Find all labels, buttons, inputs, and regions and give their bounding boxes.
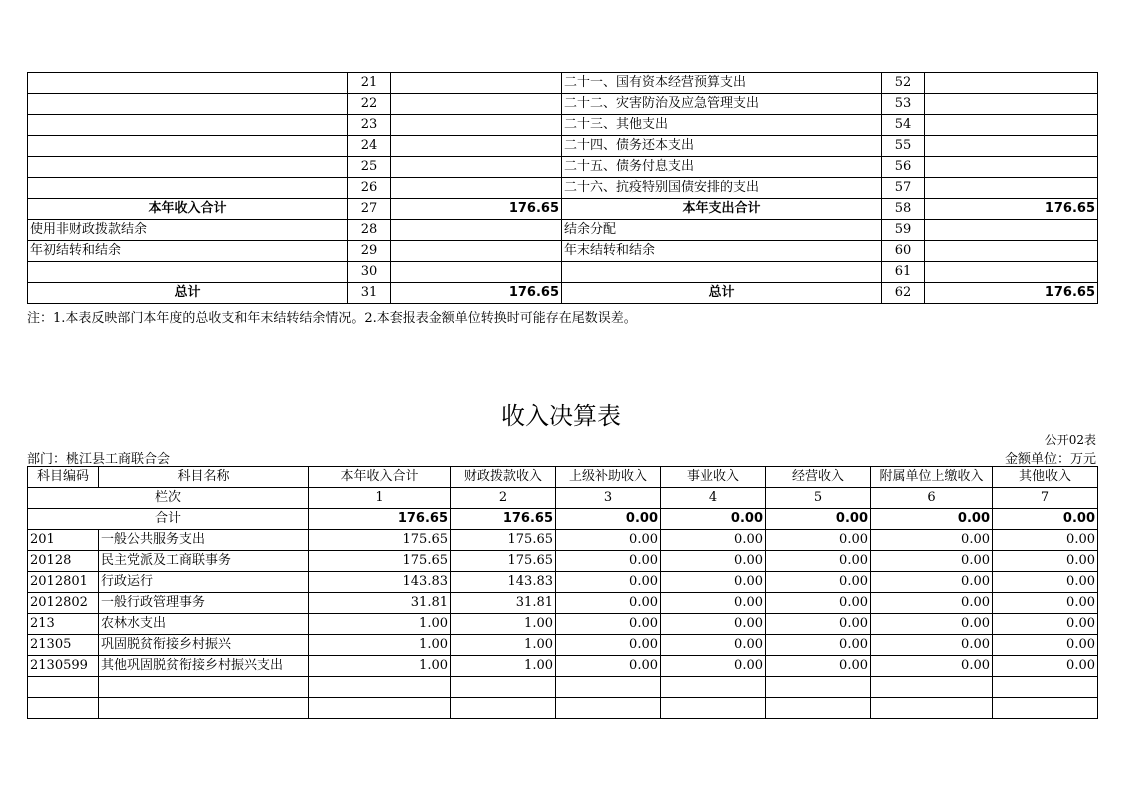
subject-code: 2130599 bbox=[28, 656, 99, 677]
expense-item-value bbox=[925, 94, 1098, 115]
table-note: 注：1.本表反映部门本年度的总收支和年末结转结余情况。2.本套报表金额单位转换时可能存在尾数误差。 bbox=[27, 311, 637, 326]
column-header: 上级补助收入 bbox=[556, 467, 661, 488]
subject-code: 2012802 bbox=[28, 593, 99, 614]
header-row bbox=[28, 467, 1098, 488]
subject-code: 21305 bbox=[28, 635, 99, 656]
expense-row-number: 53 bbox=[882, 94, 925, 115]
expense-item-value bbox=[925, 262, 1098, 283]
amount-cell: 0.00 bbox=[556, 572, 661, 593]
income-item-value bbox=[391, 262, 562, 283]
expense-item-value bbox=[925, 73, 1098, 94]
subject-name: 民主党派及工商联事务 bbox=[99, 551, 309, 572]
table-row bbox=[28, 241, 1098, 262]
empty-row bbox=[28, 677, 1098, 698]
expense-item-value bbox=[925, 220, 1098, 241]
expense-row-number: 54 bbox=[882, 115, 925, 136]
amount-cell: 0.00 bbox=[993, 614, 1098, 635]
income-item-value bbox=[391, 136, 562, 157]
expense-item-value bbox=[925, 178, 1098, 199]
expense-item-value: 176.65 bbox=[925, 283, 1098, 304]
amount-cell: 0.00 bbox=[993, 656, 1098, 677]
table-row bbox=[28, 178, 1098, 199]
amount-cell: 0.00 bbox=[871, 593, 993, 614]
column-header: 其他收入 bbox=[993, 467, 1098, 488]
subject-code: 201 bbox=[28, 530, 99, 551]
amount-cell: 175.65 bbox=[309, 530, 451, 551]
expense-row-number: 59 bbox=[882, 220, 925, 241]
empty-cell bbox=[766, 698, 871, 719]
income-item-label: 本年收入合计 bbox=[28, 199, 348, 220]
subject-name: 一般公共服务支出 bbox=[99, 530, 309, 551]
summary-table bbox=[27, 72, 1098, 304]
expense-item-label: 结余分配 bbox=[562, 220, 882, 241]
amount-cell: 31.81 bbox=[451, 593, 556, 614]
amount-cell: 175.65 bbox=[451, 530, 556, 551]
income-item-label: 总计 bbox=[28, 283, 348, 304]
empty-cell bbox=[451, 698, 556, 719]
amount-cell: 1.00 bbox=[451, 614, 556, 635]
column-header: 事业收入 bbox=[661, 467, 766, 488]
empty-cell bbox=[556, 677, 661, 698]
total-value: 0.00 bbox=[766, 509, 871, 530]
amount-unit-label: 金额单位：万元 bbox=[1004, 452, 1096, 467]
total-value: 176.65 bbox=[309, 509, 451, 530]
amount-cell: 0.00 bbox=[871, 656, 993, 677]
expense-item-value bbox=[925, 136, 1098, 157]
income-item-value: 176.65 bbox=[391, 199, 562, 220]
expense-item-label: 二十四、债务还本支出 bbox=[562, 136, 882, 157]
expense-item-label: 总计 bbox=[562, 283, 882, 304]
amount-cell: 0.00 bbox=[871, 551, 993, 572]
income-row-number: 22 bbox=[348, 94, 391, 115]
amount-cell: 0.00 bbox=[766, 551, 871, 572]
amount-cell: 0.00 bbox=[766, 614, 871, 635]
total-value: 0.00 bbox=[871, 509, 993, 530]
income-item-label bbox=[28, 115, 348, 136]
amount-cell: 0.00 bbox=[993, 572, 1098, 593]
table-row bbox=[28, 157, 1098, 178]
amount-cell: 0.00 bbox=[766, 656, 871, 677]
amount-cell: 0.00 bbox=[661, 593, 766, 614]
income-row-number: 21 bbox=[348, 73, 391, 94]
expense-item-label bbox=[562, 262, 882, 283]
amount-cell: 0.00 bbox=[871, 530, 993, 551]
column-number: 6 bbox=[871, 488, 993, 509]
amount-cell: 0.00 bbox=[766, 572, 871, 593]
amount-cell: 0.00 bbox=[556, 635, 661, 656]
income-item-value bbox=[391, 241, 562, 262]
amount-cell: 0.00 bbox=[993, 551, 1098, 572]
table-row bbox=[28, 572, 1098, 593]
amount-cell: 0.00 bbox=[661, 572, 766, 593]
column-header: 科目名称 bbox=[99, 467, 309, 488]
table-row bbox=[28, 283, 1098, 304]
amount-cell: 0.00 bbox=[661, 530, 766, 551]
income-item-value bbox=[391, 157, 562, 178]
expense-item-label: 二十二、灾害防治及应急管理支出 bbox=[562, 94, 882, 115]
empty-cell bbox=[993, 677, 1098, 698]
table-row bbox=[28, 136, 1098, 157]
amount-cell: 143.83 bbox=[309, 572, 451, 593]
amount-cell: 175.65 bbox=[451, 551, 556, 572]
amount-cell: 0.00 bbox=[556, 530, 661, 551]
income-table bbox=[27, 466, 1098, 719]
expense-item-label: 二十五、债务付息支出 bbox=[562, 157, 882, 178]
subject-name: 巩固脱贫衔接乡村振兴 bbox=[99, 635, 309, 656]
expense-item-value bbox=[925, 241, 1098, 262]
amount-cell: 175.65 bbox=[309, 551, 451, 572]
empty-cell bbox=[99, 698, 309, 719]
column-header: 财政拨款收入 bbox=[451, 467, 556, 488]
expense-item-value: 176.65 bbox=[925, 199, 1098, 220]
income-item-label bbox=[28, 73, 348, 94]
subject-code: 213 bbox=[28, 614, 99, 635]
expense-item-value bbox=[925, 157, 1098, 178]
expense-item-label: 二十三、其他支出 bbox=[562, 115, 882, 136]
income-item-label bbox=[28, 262, 348, 283]
expense-row-number: 61 bbox=[882, 262, 925, 283]
income-item-value: 176.65 bbox=[391, 283, 562, 304]
table-row bbox=[28, 530, 1098, 551]
empty-cell bbox=[309, 677, 451, 698]
amount-cell: 143.83 bbox=[451, 572, 556, 593]
expense-item-value bbox=[925, 115, 1098, 136]
income-row-number: 26 bbox=[348, 178, 391, 199]
total-value: 176.65 bbox=[451, 509, 556, 530]
column-number: 2 bbox=[451, 488, 556, 509]
empty-cell bbox=[993, 698, 1098, 719]
empty-cell bbox=[556, 698, 661, 719]
empty-cell bbox=[871, 677, 993, 698]
table-row bbox=[28, 593, 1098, 614]
total-value: 0.00 bbox=[993, 509, 1098, 530]
amount-cell: 31.81 bbox=[309, 593, 451, 614]
amount-cell: 0.00 bbox=[993, 635, 1098, 656]
table-row bbox=[28, 220, 1098, 241]
column-number-label: 栏次 bbox=[28, 488, 309, 509]
amount-cell: 0.00 bbox=[661, 635, 766, 656]
column-number: 3 bbox=[556, 488, 661, 509]
income-item-label: 年初结转和结余 bbox=[28, 241, 348, 262]
total-value: 0.00 bbox=[556, 509, 661, 530]
total-label: 合计 bbox=[28, 509, 309, 530]
empty-cell bbox=[451, 677, 556, 698]
expense-row-number: 52 bbox=[882, 73, 925, 94]
empty-cell bbox=[661, 677, 766, 698]
empty-cell bbox=[871, 698, 993, 719]
income-row-number: 30 bbox=[348, 262, 391, 283]
column-number: 1 bbox=[309, 488, 451, 509]
income-item-value bbox=[391, 178, 562, 199]
column-number: 7 bbox=[993, 488, 1098, 509]
empty-cell bbox=[766, 677, 871, 698]
amount-cell: 0.00 bbox=[661, 614, 766, 635]
total-row bbox=[28, 509, 1098, 530]
empty-cell bbox=[28, 698, 99, 719]
income-row-number: 28 bbox=[348, 220, 391, 241]
amount-cell: 0.00 bbox=[766, 635, 871, 656]
expense-item-label: 二十六、抗疫特别国债安排的支出 bbox=[562, 178, 882, 199]
table-row bbox=[28, 656, 1098, 677]
column-header: 经营收入 bbox=[766, 467, 871, 488]
department-label: 部门：桃江县工商联合会 bbox=[27, 452, 171, 467]
subject-name: 一般行政管理事务 bbox=[99, 593, 309, 614]
expense-row-number: 55 bbox=[882, 136, 925, 157]
amount-cell: 0.00 bbox=[871, 572, 993, 593]
amount-cell: 1.00 bbox=[451, 656, 556, 677]
table-row bbox=[28, 199, 1098, 220]
empty-cell bbox=[309, 698, 451, 719]
table-row bbox=[28, 115, 1098, 136]
income-item-value bbox=[391, 73, 562, 94]
table-row bbox=[28, 262, 1098, 283]
amount-cell: 0.00 bbox=[556, 551, 661, 572]
amount-cell: 0.00 bbox=[766, 593, 871, 614]
amount-cell: 1.00 bbox=[309, 656, 451, 677]
subject-code: 2012801 bbox=[28, 572, 99, 593]
empty-cell bbox=[99, 677, 309, 698]
expense-item-label: 年末结转和结余 bbox=[562, 241, 882, 262]
amount-cell: 1.00 bbox=[451, 635, 556, 656]
amount-cell: 0.00 bbox=[871, 635, 993, 656]
income-item-label bbox=[28, 157, 348, 178]
amount-cell: 1.00 bbox=[309, 635, 451, 656]
income-row-number: 23 bbox=[348, 115, 391, 136]
table-row bbox=[28, 551, 1098, 572]
column-number: 4 bbox=[661, 488, 766, 509]
column-number-row bbox=[28, 488, 1098, 509]
income-item-value bbox=[391, 115, 562, 136]
amount-cell: 0.00 bbox=[766, 530, 871, 551]
income-row-number: 29 bbox=[348, 241, 391, 262]
income-row-number: 31 bbox=[348, 283, 391, 304]
amount-cell: 0.00 bbox=[556, 593, 661, 614]
expense-row-number: 57 bbox=[882, 178, 925, 199]
amount-cell: 0.00 bbox=[993, 530, 1098, 551]
income-row-number: 24 bbox=[348, 136, 391, 157]
expense-row-number: 58 bbox=[882, 199, 925, 220]
table-row bbox=[28, 614, 1098, 635]
table-row bbox=[28, 94, 1098, 115]
table-row bbox=[28, 635, 1098, 656]
amount-cell: 0.00 bbox=[556, 614, 661, 635]
form-number: 公开02表 bbox=[1044, 433, 1096, 447]
expense-item-label: 本年支出合计 bbox=[562, 199, 882, 220]
subject-name: 其他巩固脱贫衔接乡村振兴支出 bbox=[99, 656, 309, 677]
column-header: 本年收入合计 bbox=[309, 467, 451, 488]
income-item-label: 使用非财政拨款结余 bbox=[28, 220, 348, 241]
column-number: 5 bbox=[766, 488, 871, 509]
expense-row-number: 62 bbox=[882, 283, 925, 304]
income-item-value bbox=[391, 94, 562, 115]
expense-row-number: 60 bbox=[882, 241, 925, 262]
column-header: 科目编码 bbox=[28, 467, 99, 488]
column-header: 附属单位上缴收入 bbox=[871, 467, 993, 488]
income-row-number: 25 bbox=[348, 157, 391, 178]
empty-row bbox=[28, 698, 1098, 719]
income-item-label bbox=[28, 136, 348, 157]
income-row-number: 27 bbox=[348, 199, 391, 220]
amount-cell: 0.00 bbox=[556, 656, 661, 677]
empty-cell bbox=[28, 677, 99, 698]
amount-cell: 1.00 bbox=[309, 614, 451, 635]
income-item-value bbox=[391, 220, 562, 241]
expense-row-number: 56 bbox=[882, 157, 925, 178]
table-row bbox=[28, 73, 1098, 94]
total-value: 0.00 bbox=[661, 509, 766, 530]
subject-name: 行政运行 bbox=[99, 572, 309, 593]
amount-cell: 0.00 bbox=[993, 593, 1098, 614]
empty-cell bbox=[661, 698, 766, 719]
page-title: 收入决算表 bbox=[501, 402, 621, 430]
expense-item-label: 二十一、国有资本经营预算支出 bbox=[562, 73, 882, 94]
subject-code: 20128 bbox=[28, 551, 99, 572]
income-item-label bbox=[28, 94, 348, 115]
amount-cell: 0.00 bbox=[871, 614, 993, 635]
subject-name: 农林水支出 bbox=[99, 614, 309, 635]
amount-cell: 0.00 bbox=[661, 656, 766, 677]
income-item-label bbox=[28, 178, 348, 199]
amount-cell: 0.00 bbox=[661, 551, 766, 572]
